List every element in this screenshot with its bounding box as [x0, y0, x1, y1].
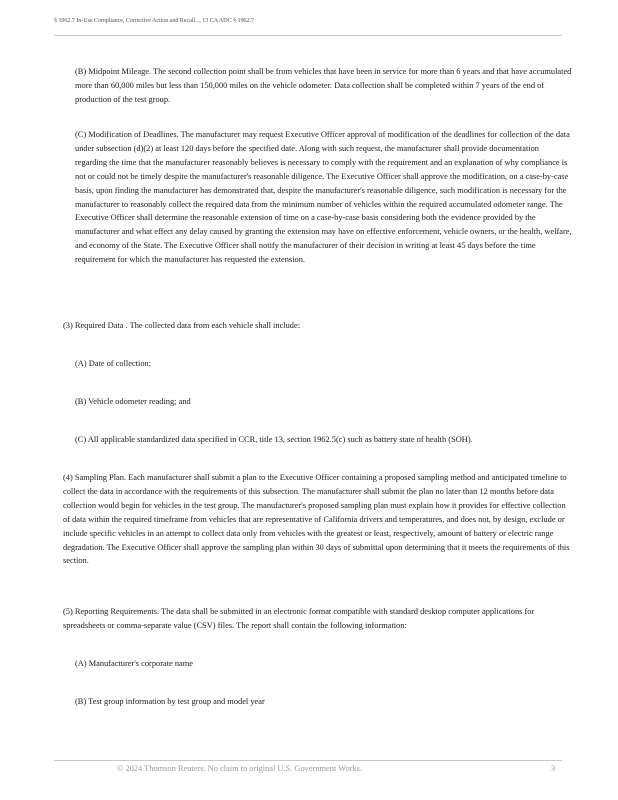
list-item-corporate-name: (A) Manufacturer's corporate name — [75, 659, 194, 668]
list-item-standardized-data: (C) All applicable standardized data specified in CCR, title 13, section 1962.5(c) such as battery state of health (SOH). — [75, 435, 473, 444]
running-header: § 1962.7 In-Use Compliance, Corrective Action and Recall..., 13 CA ADC § 1962.7 — [54, 17, 254, 24]
header-divider — [54, 35, 562, 36]
footer-copyright: © 2024 Thomson Reuters. No claim to original U.S. Government Works. — [117, 764, 362, 773]
paragraph-modification-of-deadlines: (C) Modification of Deadlines. The manufacturer may request Executive Officer approval of modification of the deadlines for collection of the data under subsection (d)(2) at least 120 days before the specified date. Along with such request, the manufacturer shall provide documentation regarding the time that the manufacturer reasonably believes is necessary to comply with the requirement and an explanation of why compliance is not or could not be timely despite the manufacturer's reasonable diligence. The Executive Officer shall approve the modification, on a case-by-case basis, upon finding the manufacturer has demonstrated that, despite the manufacturer's reasonable diligence, such modification is necessary for the manufacturer to reasonably collect the required data from the minimum number of vehicles within the required accumulated odometer range. The Executive Officer shall determine the reasonable extension of time on a case-by-case basis considering both the evidence provided by the manufacturer and what effect any delay caused by granting the extension may have on effective enforcement, vehicle owners, or the health, welfare, and economy of the State. The Executive Officer shall notify the manufacturer of their decision in writing at least 45 days before the time requirement for which the manufacturer has requested the extension. — [75, 130, 572, 265]
paragraph-sampling-plan: (4) Sampling Plan. Each manufacturer shall submit a plan to the Executive Officer containing a proposed sampling method and anticipated timeline to collect the data in accordance with the requirements of this subsection. The manufacturer shall submit the plan no later than 12 months before data collection would begin for vehicles in the test group. The manufacturer's proposed sampling plan must explain how it provides for effective collection of data within the required timeframe from vehicles that are representative of California drivers and temperatures, and does not, by design, exclude or include specific vehicles in an attempt to collect data only from vehicles with the greatest or least, respectively, amount of battery or electric range degradation. The Executive Officer shall approve the sampling plan within 30 days of submittal upon determining that it meets the requirements of this section. — [63, 473, 570, 566]
page-number: 3 — [551, 764, 556, 773]
list-item-test-group-info: (B) Test group information by test group and model year — [75, 697, 265, 706]
paragraph-midpoint-mileage: (B) Midpoint Mileage. The second collection point shall be from vehicles that have been in service for more than 6 years and that have accumulated more than 60,000 miles but less than 150,000 miles on the vehicle odometer. Data collection shall be completed within 7 years of the end of production of the test group. — [75, 67, 572, 104]
paragraph-reporting-requirements: (5) Reporting Requirements. The data shall be submitted in an electronic format compatible with standard desktop computer applications for spreadsheets or comma-separate value (CSV) files. The report shall contain the following information: — [63, 607, 535, 630]
paragraph-required-data: (3) Required Data . The collected data from each vehicle shall include: — [63, 321, 301, 330]
list-item-date-of-collection: (A) Date of collection; — [75, 359, 152, 368]
list-item-odometer-reading: (B) Vehicle odometer reading; and — [75, 397, 191, 406]
footer-divider — [54, 760, 562, 761]
